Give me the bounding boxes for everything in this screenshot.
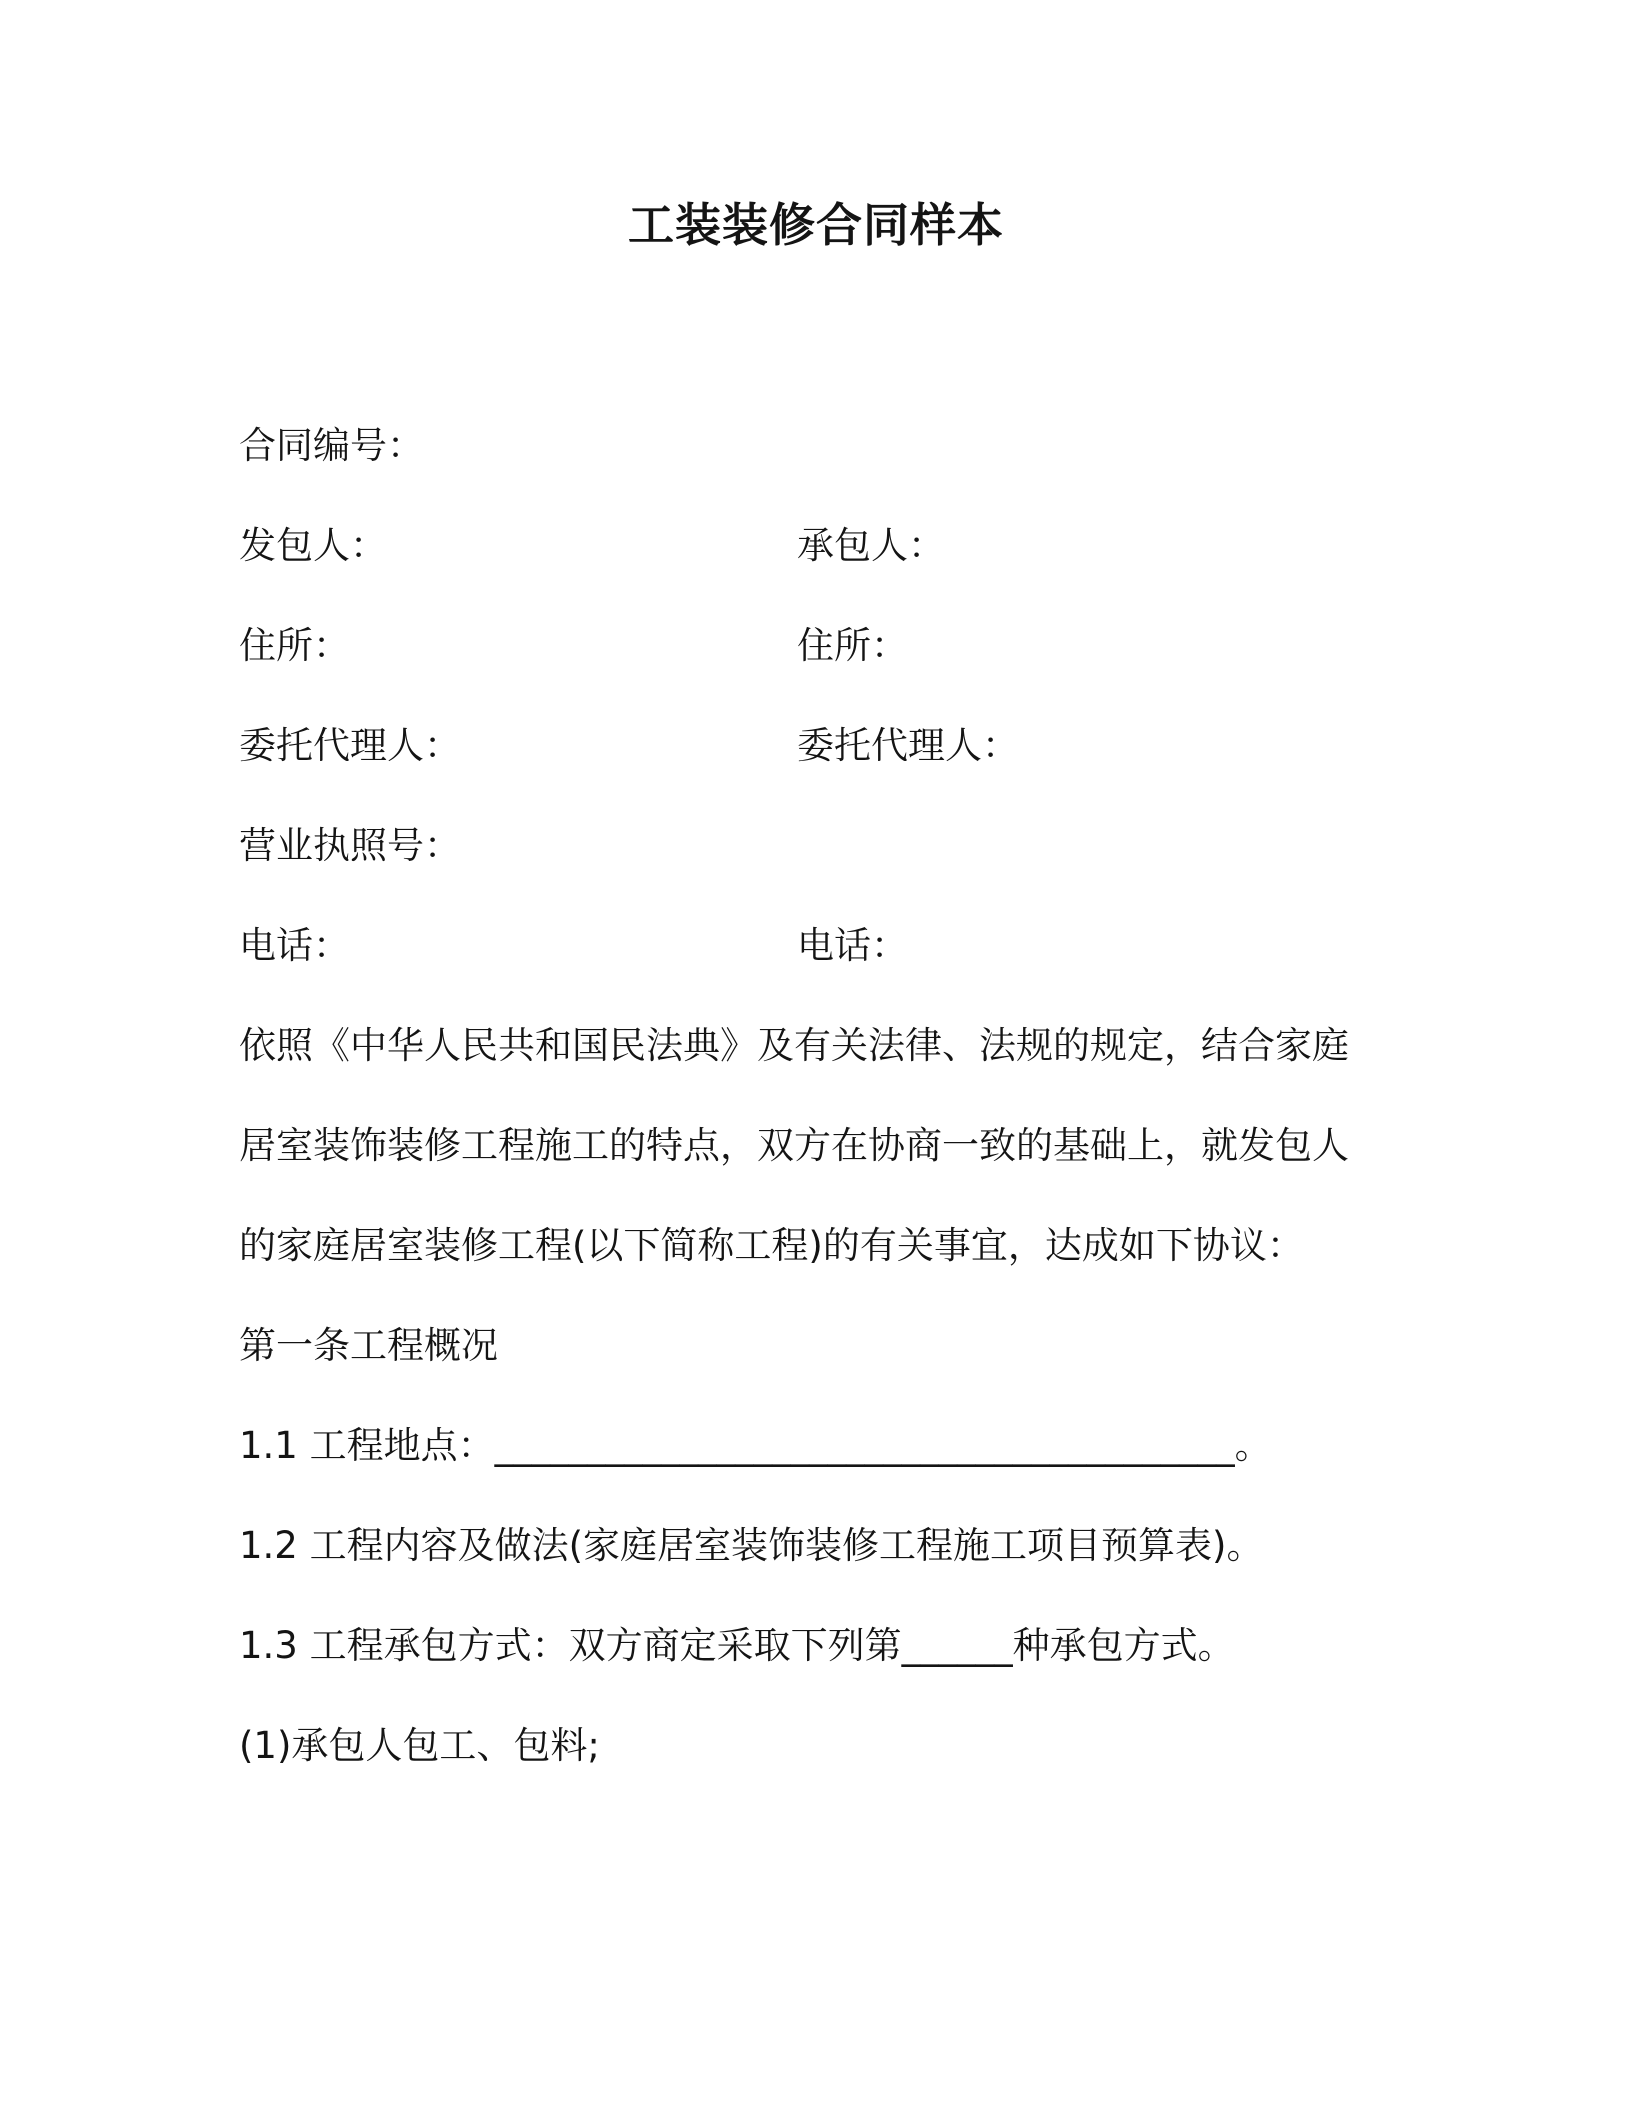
article-1-heading: 第一条工程概况 bbox=[239, 1324, 498, 1367]
party-a-agent-label: 委托代理人： bbox=[239, 724, 461, 767]
party-b-phone-label: 电话： bbox=[797, 924, 908, 967]
party-b-agent-label: 委托代理人： bbox=[797, 724, 1019, 767]
business-license-label: 营业执照号： bbox=[239, 824, 461, 867]
item-1-1-project-location: 1.1 工程地点：________________________________________。 bbox=[239, 1424, 1272, 1467]
party-a-label: 发包人： bbox=[239, 524, 387, 567]
party-b-address-label: 住所： bbox=[797, 624, 908, 667]
party-a-address-label: 住所： bbox=[239, 624, 350, 667]
preamble-line-3: 的家庭居室装修工程(以下简称工程)的有关事宜，达成如下协议： bbox=[239, 1224, 1304, 1267]
document-title: 工装装修合同样本 bbox=[628, 198, 1004, 252]
party-a-phone-label: 电话： bbox=[239, 924, 350, 967]
option-1-labor-and-materials: (1)承包人包工、包料; bbox=[239, 1724, 600, 1767]
item-1-3-contract-method: 1.3 工程承包方式：双方商定采取下列第______种承包方式。 bbox=[239, 1624, 1235, 1667]
preamble-line-2: 居室装饰装修工程施工的特点，双方在协商一致的基础上，就发包人 bbox=[239, 1124, 1349, 1167]
party-b-label: 承包人： bbox=[797, 524, 945, 567]
item-1-2-project-content: 1.2 工程内容及做法(家庭居室装饰装修工程施工项目预算表)。 bbox=[239, 1524, 1264, 1567]
contract-number-label: 合同编号： bbox=[239, 424, 424, 467]
preamble-line-1: 依照《中华人民共和国民法典》及有关法律、法规的规定，结合家庭 bbox=[239, 1024, 1349, 1067]
